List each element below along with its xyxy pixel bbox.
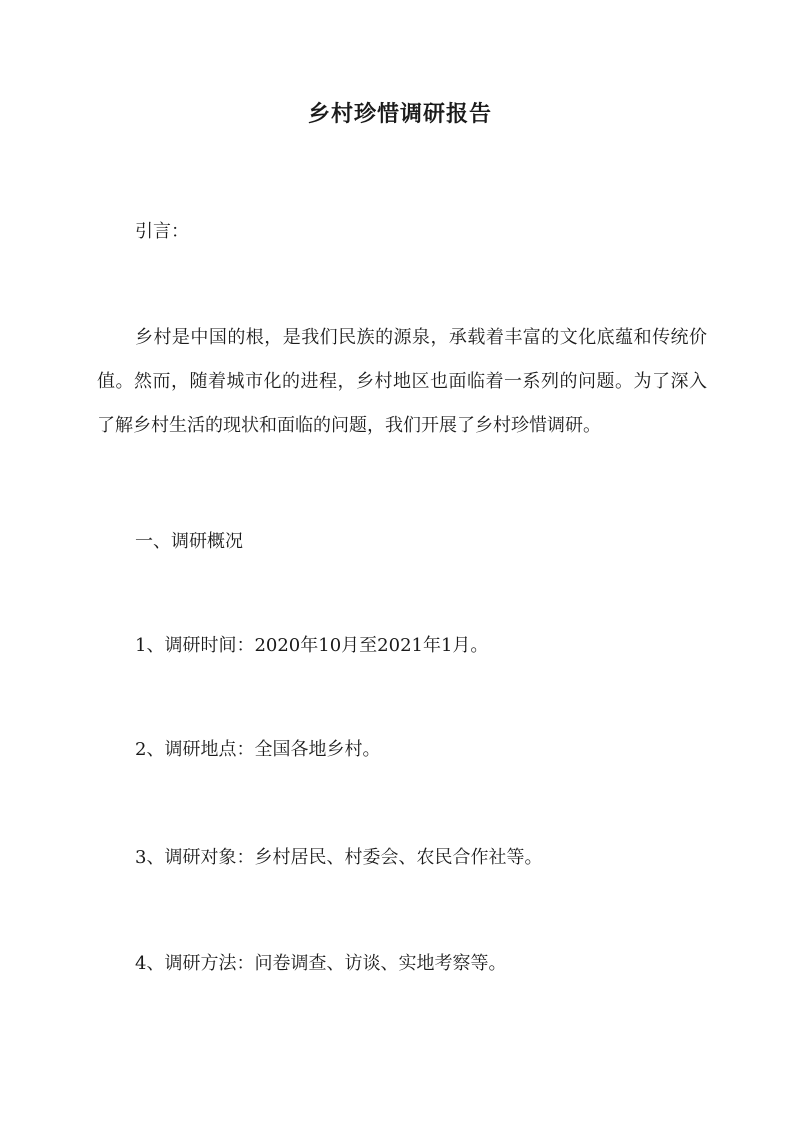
intro-label: 引言：: [135, 221, 189, 242]
section-heading: 一、调研概况: [135, 531, 243, 552]
list-item: 1、调研时间：2020年10月至2021年1月。: [135, 635, 489, 656]
document-title: 乡村珍惜调研报告: [307, 101, 492, 127]
intro-paragraph: 乡村是中国的根，是我们民族的源泉，承载着丰富的文化底蕴和传统价值。然而，随着城市化的进程，乡村地区也面临着一系列的问题。为了深入了解乡村生活的现状和面临的问题，我们开展了乡村珍惜调研。: [97, 327, 707, 436]
list-item: 3、调研对象：乡村居民、村委会、农民合作社等。: [135, 847, 543, 868]
list-item: 4、调研方法：问卷调查、访谈、实地考察等。: [135, 953, 507, 974]
list-item: 2、调研地点：全国各地乡村。: [135, 739, 381, 760]
